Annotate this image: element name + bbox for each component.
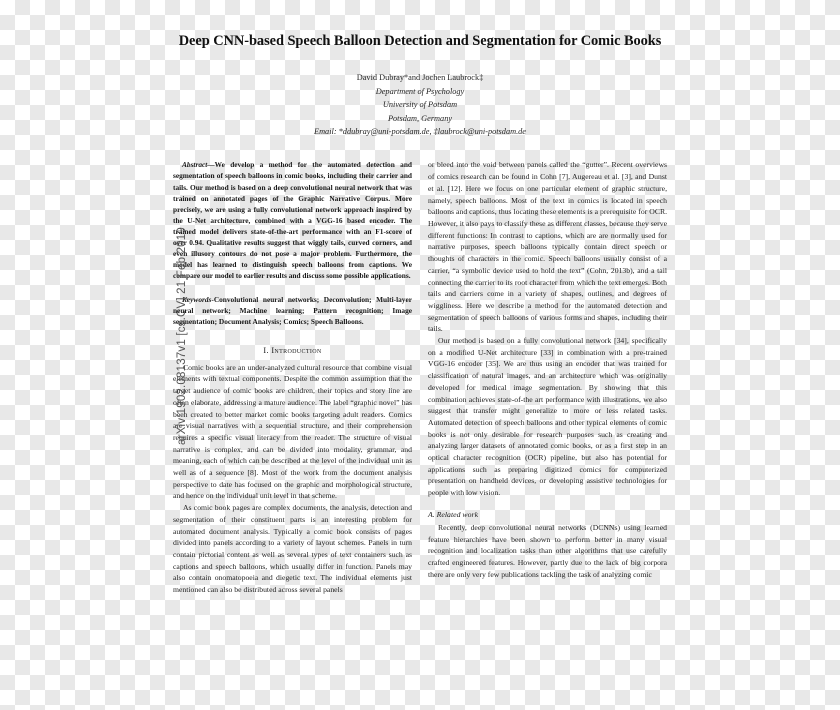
author-institution: University of Potsdam <box>382 100 458 110</box>
abstract-lead: Abstract— <box>182 160 215 170</box>
left-column <box>173 159 412 595</box>
paragraph: As comic book pages are complex documents, the analysis, detection and segmentation of their constituent parts is an interesting problem for automated document analysis. Typically a comic book consists of pages divided into panels according to a variety of layout schemes. Panels in turn contain pictorial content as well as several types of text containers such as captions and speech balloons, which usually differ in function. Panels may also contain onomatopoeia and diegetic text. The individual elements just mentioned can also be distributed across several panels <box>173 503 412 595</box>
section-title: Introduction <box>271 345 322 355</box>
author-block <box>155 50 685 138</box>
author-location: Potsdam, Germany <box>387 113 453 123</box>
abstract-paragraph <box>173 159 412 280</box>
keywords-lead: Keywords <box>182 294 212 304</box>
page-title: Deep CNN-based Speech Balloon Detection and Segmentation for Comic Books <box>178 33 662 49</box>
arxiv-stamp: arXiv:1902.08137v1 [cs.CV] 21 Feb 2019 <box>176 227 188 445</box>
paragraph: Our method is based on a fully convolutional network [34], specifically on a modified U-Net architecture [33] in combination with a pre-trained VGG-16 encoder [35]. We are thus using an encoder that was trained for classification of natural images, and an architecture which was originally developed for medical image segmentation. By showing that this combination achieves state-of-the art performance with illustrations, we also suggest that transfer might generalize to more or less related tasks. Automated detection of speech balloons and other typical elements of comic books is not only desirable for research purposes such as creating and analyzing larger datasets of annotated comic books, or as a first step in an optical character recognition (OCR) pipeline, but also has potential for applications such as preparing digitized comics for computerized presentation on handheld devices, or developing assistive technologies for people with low vision. <box>428 336 667 498</box>
paragraph: Comic books are an under-analyzed cultural resource that combine visual elements with textual components. Despite the common assumption that the target audience of comic books are children, their topics and story line are often elaborate, addressing a mature audience. The label “graphic novel” has been created to better market comic books targeting adult readers. Comics are visual narratives with a sequential structure, and their comprehension requires a specific visual literacy from the reader. The structure of visual narrative is complex, and can be divided into modality, grammar, and meaning, each of which can be described at the level of the individual unit as well as of a sequence [8]. Most of the work from the document analysis perspective to date has focused on the graphic and morphological structure, and hence on the individual unit level in that scheme. <box>173 362 412 501</box>
paper-page <box>155 0 685 710</box>
author-email: Email: *ddubray@uni-potsdam.de, ‡laubrock@uni-potsdam.de <box>314 127 526 137</box>
author-department: Department of Psychology <box>375 86 465 96</box>
section-number: I. <box>263 345 269 355</box>
paragraph: Recently, deep convolutional neural networks (DCNNs) using learned feature hierarchies have been shown to perform better in many visual recognition and localization tasks than other algorithms that use carefully crafted engineered features. However, partly due to the lack of big corpora there are only very few publications tackling the task of analyzing comic <box>428 522 667 579</box>
section-heading-introduction <box>173 346 412 355</box>
subsection-label: A. <box>428 509 435 519</box>
right-column <box>428 159 667 595</box>
keywords-paragraph <box>173 294 412 327</box>
abstract-text: We develop a method for the automated detection and segmentation of speech balloons in comic books, including their carrier and tails. Our method is based on a deep convolutional neural network that was trained on annotated pages of the Graphic Narrative Corpus. More precisely, we are using a fully convolutional network approach inspired by the U-Net architecture, combined with a VGG-16 based encoder. The trained model delivers state-of-the-art performance with an F1-score of over 0.94. Qualitative results suggest that wiggly tails, curved corners, and even illusory contours do not pose a major problem. Furthermore, the model has learned to distinguish speech balloons from captions. We compare our model to earlier results and discuss some possible applications. <box>173 160 412 280</box>
author-names: David Dubray*and Jochen Laubrock‡ <box>356 73 484 83</box>
subsection-title: Related work <box>436 509 479 519</box>
subsection-heading-related-work <box>428 510 667 519</box>
paragraph: or bleed into the void between panels called the “gutter”. Recent overviews of comics research can be found in Cohn [7], Augereau et al. [3], and Dunst et al. [12]. Here we focus on one particular element of graphic structure, namely, speech balloons. Most of the text in comics is located in speech balloons and captions, thus locating these elements is a prerequisite for OCR. However, it also pays to classify these as different classes, because they serve different functions: In contrast to captions, which are are normally used for narrative purposes, speech balloons typically contain direct speech or thoughts of characters in the comic. Speech balloons usually consist of a carrier, “a symbolic device used to hold the text” (Cohn, 2013b), and a tail connecting the carrier to its root character from which the text emerges. Both tails and carriers come in a variety of shapes, outlines, and degrees of wiggliness. Here we describe a method for the automated detection and segmentation of speech balloons of various forms and shapes, including their tails. <box>428 160 667 334</box>
two-column-body <box>155 138 685 595</box>
keywords-text: -Convolutional neural networks; Deconvolution; Multi-layer neural network; Machine learning; Pattern recognition; Image segmentation; Document Analysis; Comics; Speech Balloons. <box>173 294 412 326</box>
